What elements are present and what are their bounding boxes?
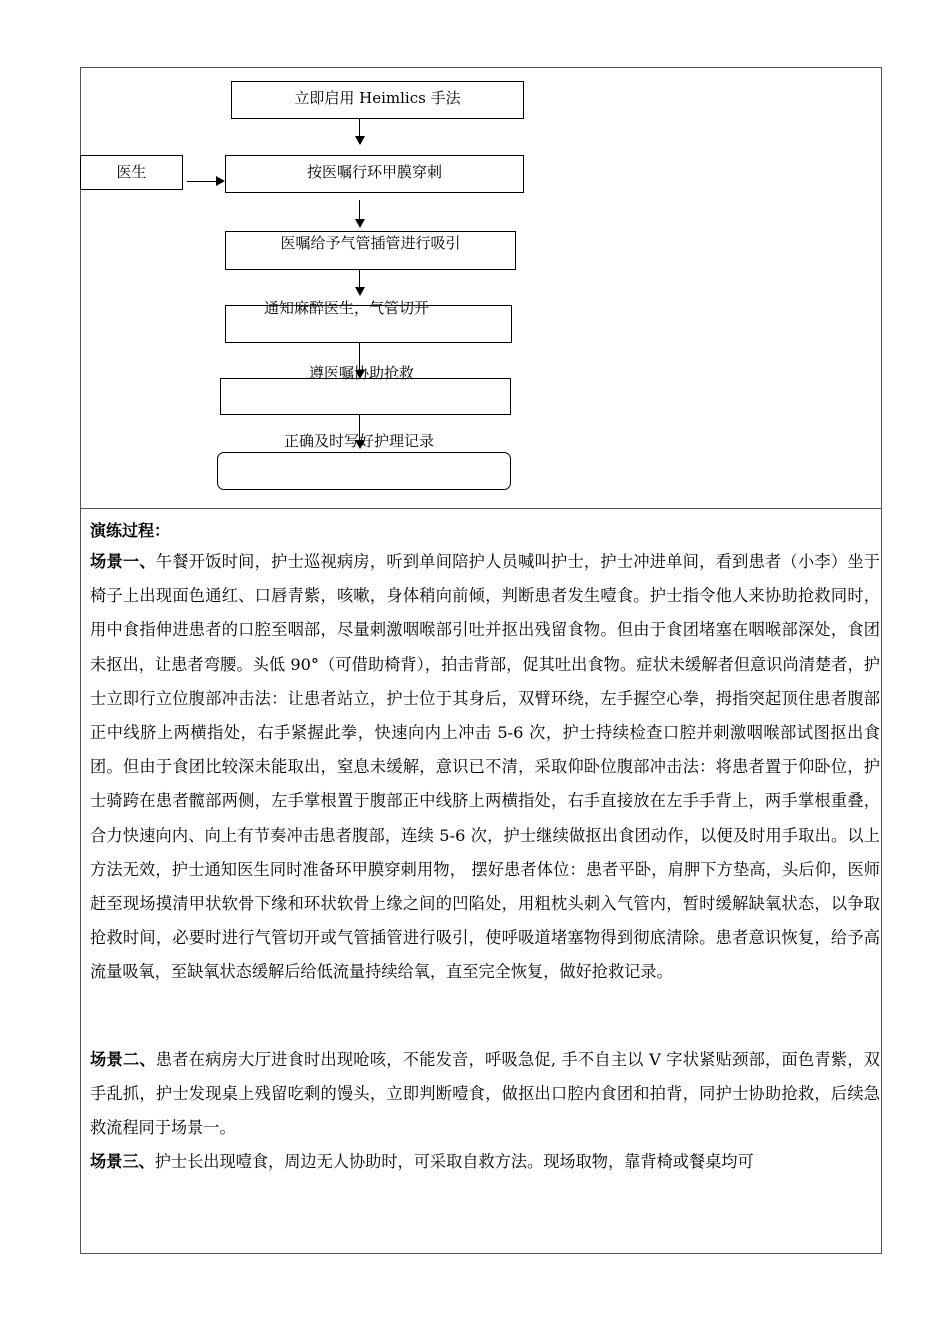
flow-step-nursing-record: [217, 452, 511, 490]
flow-step-label: 医生: [116, 163, 147, 181]
flow-side-doctor: [80, 155, 183, 190]
flow-arrow-line: [359, 119, 360, 137]
flow-step-label: 立即启用 Heimlics 手法: [294, 89, 461, 107]
drill-title: 演练过程：: [90, 521, 171, 540]
scene-1-paragraph: [90, 545, 880, 990]
scene-3-paragraph: [90, 1145, 880, 1179]
flow-step-heimlich: [231, 81, 524, 119]
flow-step-label: 医嘱给予气管插管进行吸引: [280, 234, 461, 252]
scene-3-text: 护士长出现噎食，周边无人协助时，可采取自救方法。现场取物，靠背椅或餐桌均可: [154, 1152, 754, 1171]
arrow-right-icon: [216, 176, 225, 186]
flow-step-label: 通知麻醉医生，气管切开: [264, 299, 430, 317]
scene-3-label: 场景三、: [90, 1152, 155, 1171]
flow-step-label: 正确及时写好护理记录: [284, 432, 435, 450]
scene-1-label: 场景一、: [90, 552, 156, 571]
flow-step-label: 遵医嘱协助抢救: [309, 364, 415, 382]
arrow-down-icon: [355, 219, 365, 228]
scene-1-text: 午餐开饭时间，护士巡视病房，听到单间陪护人员喊叫护士，护士冲进单间，看到患者（小李）坐于椅子上出现面色通红、口唇青紫，咳嗽，身体稍向前倾，判断患者发生噎食。护士指令他人来协助抢救同时，用中食指伸进患者的口腔至咽部，尽量刺激咽喉部引吐并抠出残留食物。但由于食团堵塞在咽喉部深处，食团未抠出，让患者弯腰。头低 90°（可借助椅背），拍击背部，促其吐出食物。症状未缓解者但意识尚清楚者，护士立即行立位腹部冲击法：让患者站立，护士位于其身后，双臂环绕，左手握空心拳，拇指突起顶住患者腹部正中线脐上两横指处，右手紧握此拳，快速向内上冲击 5-6 次，护士持续检查口腔并刺激咽喉部试图抠出食团。但由于食团比较深未能取出，窒息未缓解，意识已不清，采取仰卧位腹部冲击法：将患者置于仰卧位，护士骑跨在患者髋部两侧，左手掌根置于腹部正中线脐上两横指处，右手直接放在左手手背上，两手掌根重叠，合力快速向内、向上有节奏冲击患者腹部，连续 5-6 次，护士继续做抠出食团动作，以便及时用手取出。以上方法无效，护士通知医生同时准备环甲膜穿刺用物， 摆好患者体位：患者平卧，肩胛下方垫高，头后仰，医师赶至现场摸清甲状软骨下缘和环状软骨上缘之间的凹陷处，用粗枕头刺入气管内，暂时缓解缺氧状态，以争取抢救时间，必要时进行气管切开或气管插管进行吸引，使呼吸道堵塞物得到彻底清除。患者意识恢复，给予高流量吸氧，至缺氧状态缓解后给低流量持续给氧，直至完全恢复，做好抢救记录。: [90, 552, 880, 982]
flow-arrow-line: [359, 200, 360, 220]
flow-arrow-line: [359, 270, 360, 288]
table-row-divider: [80, 508, 882, 509]
arrow-down-icon: [355, 136, 365, 145]
flow-step-label: 按医嘱行环甲膜穿刺: [306, 163, 442, 181]
flow-arrow-line: [187, 181, 217, 182]
flow-step-assist-rescue: [220, 378, 511, 415]
arrow-down-icon: [355, 287, 365, 296]
scene-2-label: 场景二、: [90, 1050, 156, 1069]
flow-step-cricothyroid: [225, 155, 524, 193]
scene-2-paragraph: [90, 1043, 880, 1146]
flow-step-intubation: [225, 231, 516, 270]
scene-2-text: 患者在病房大厅进食时出现呛咳，不能发音，呼吸急促, 手不自主以 V 字状紧贴颈部，面色青紫，双手乱抓，护士发现桌上残留吃剩的馒头，立即判断噎食，做抠出口腔内食团和拍背，同护士协助抢救，后续急救流程同于场景一。: [90, 1050, 880, 1138]
